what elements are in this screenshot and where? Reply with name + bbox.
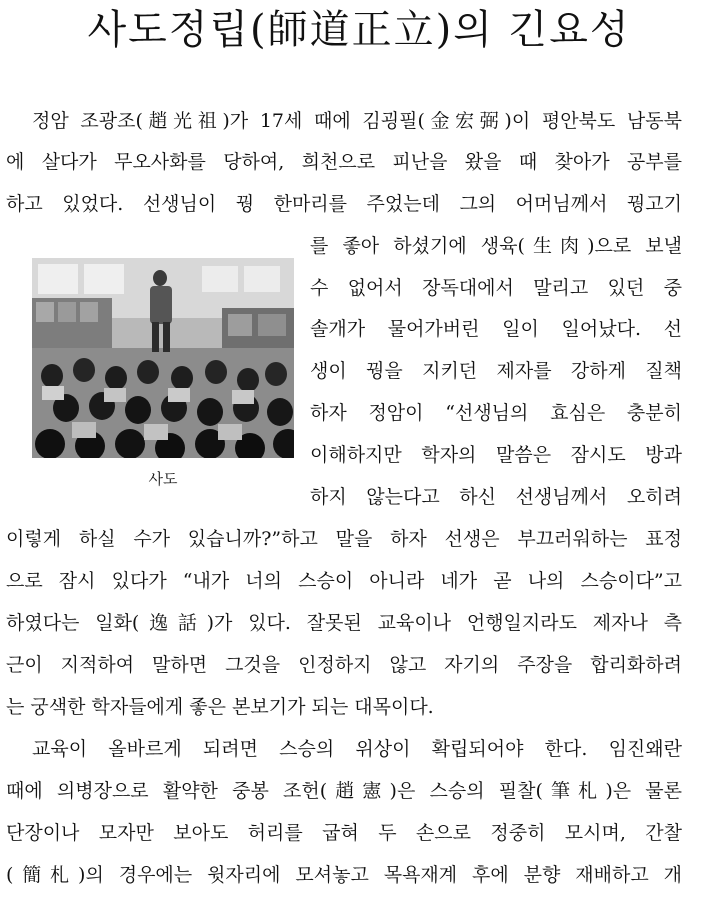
classroom-photo-illustration <box>32 258 294 458</box>
paragraph-line: 에 살다가 무오사화를 당하여, 희천으로 피난을 왔을 때 찾아가 공부를 <box>6 151 682 173</box>
paragraph-line: 수 없어서 장독대에서 말리고 있던 중 <box>310 277 682 299</box>
paragraph-line: 이렇게 하실 수가 있습니까?”하고 말을 하자 선생은 부끄러워하는 표정 <box>6 528 682 550</box>
paragraph-line: 때에 의병장으로 활약한 중봉 조헌(趙憲)은 스승의 필찰(筆札)은 물론 <box>6 780 682 802</box>
paragraph-line: 솔개가 물어가버린 일이 일어났다. 선 <box>310 318 682 340</box>
paragraph-line: 교육이 올바르게 되려면 스승의 위상이 확립되어야 한다. 임진왜란 <box>32 738 682 760</box>
paragraph-line: 는 궁색한 학자들에게 좋은 본보기가 되는 대목이다. <box>6 696 434 718</box>
paragraph-line: 하지 않는다고 하신 선생님께서 오히려 <box>310 486 682 508</box>
paragraph-line: 하였다는 일화(逸話)가 있다. 잘못된 교육이나 언행일지라도 제자나 측 <box>6 612 682 634</box>
paragraph-line: 하고 있었다. 선생님이 꿩 한마리를 주었는데 그의 어머님께서 꿩고기 <box>6 193 682 215</box>
paragraph-line: 를 좋아 하셨기에 생육(生肉)으로 보낼 <box>310 235 682 257</box>
classroom-photo <box>32 258 294 458</box>
paragraph-line: 단장이나 모자만 보아도 허리를 굽혀 두 손으로 정중히 모시며, 간찰 <box>6 822 682 844</box>
paragraph-line: 정암 조광조(趙光祖)가 17세 때에 김굉필(金宏弼)이 평안북도 남동북 <box>32 110 682 132</box>
paragraph-line: 근이 지적하여 말하면 그것을 인정하지 않고 자기의 주장을 합리화하려 <box>6 654 682 676</box>
paragraph-line: 으로 잠시 있다가 “내가 너의 스승이 아니라 네가 곧 나의 스승이다”고 <box>6 570 682 592</box>
paragraph-line: 하자 정암이 “선생님의 효심은 충분히 <box>310 402 682 424</box>
figure-caption: 사도 <box>148 470 178 488</box>
paragraph-line: (簡札)의 경우에는 윗자리에 모셔놓고 목욕재계 후에 분향 재배하고 개 <box>6 864 682 886</box>
paragraph-line: 생이 꿩을 지키던 제자를 강하게 질책 <box>310 360 682 382</box>
paragraph-line: 이해하지만 학자의 말씀은 잠시도 방과 <box>310 444 682 466</box>
article-title: 사도정립(師道正立)의 긴요성 <box>87 7 631 53</box>
